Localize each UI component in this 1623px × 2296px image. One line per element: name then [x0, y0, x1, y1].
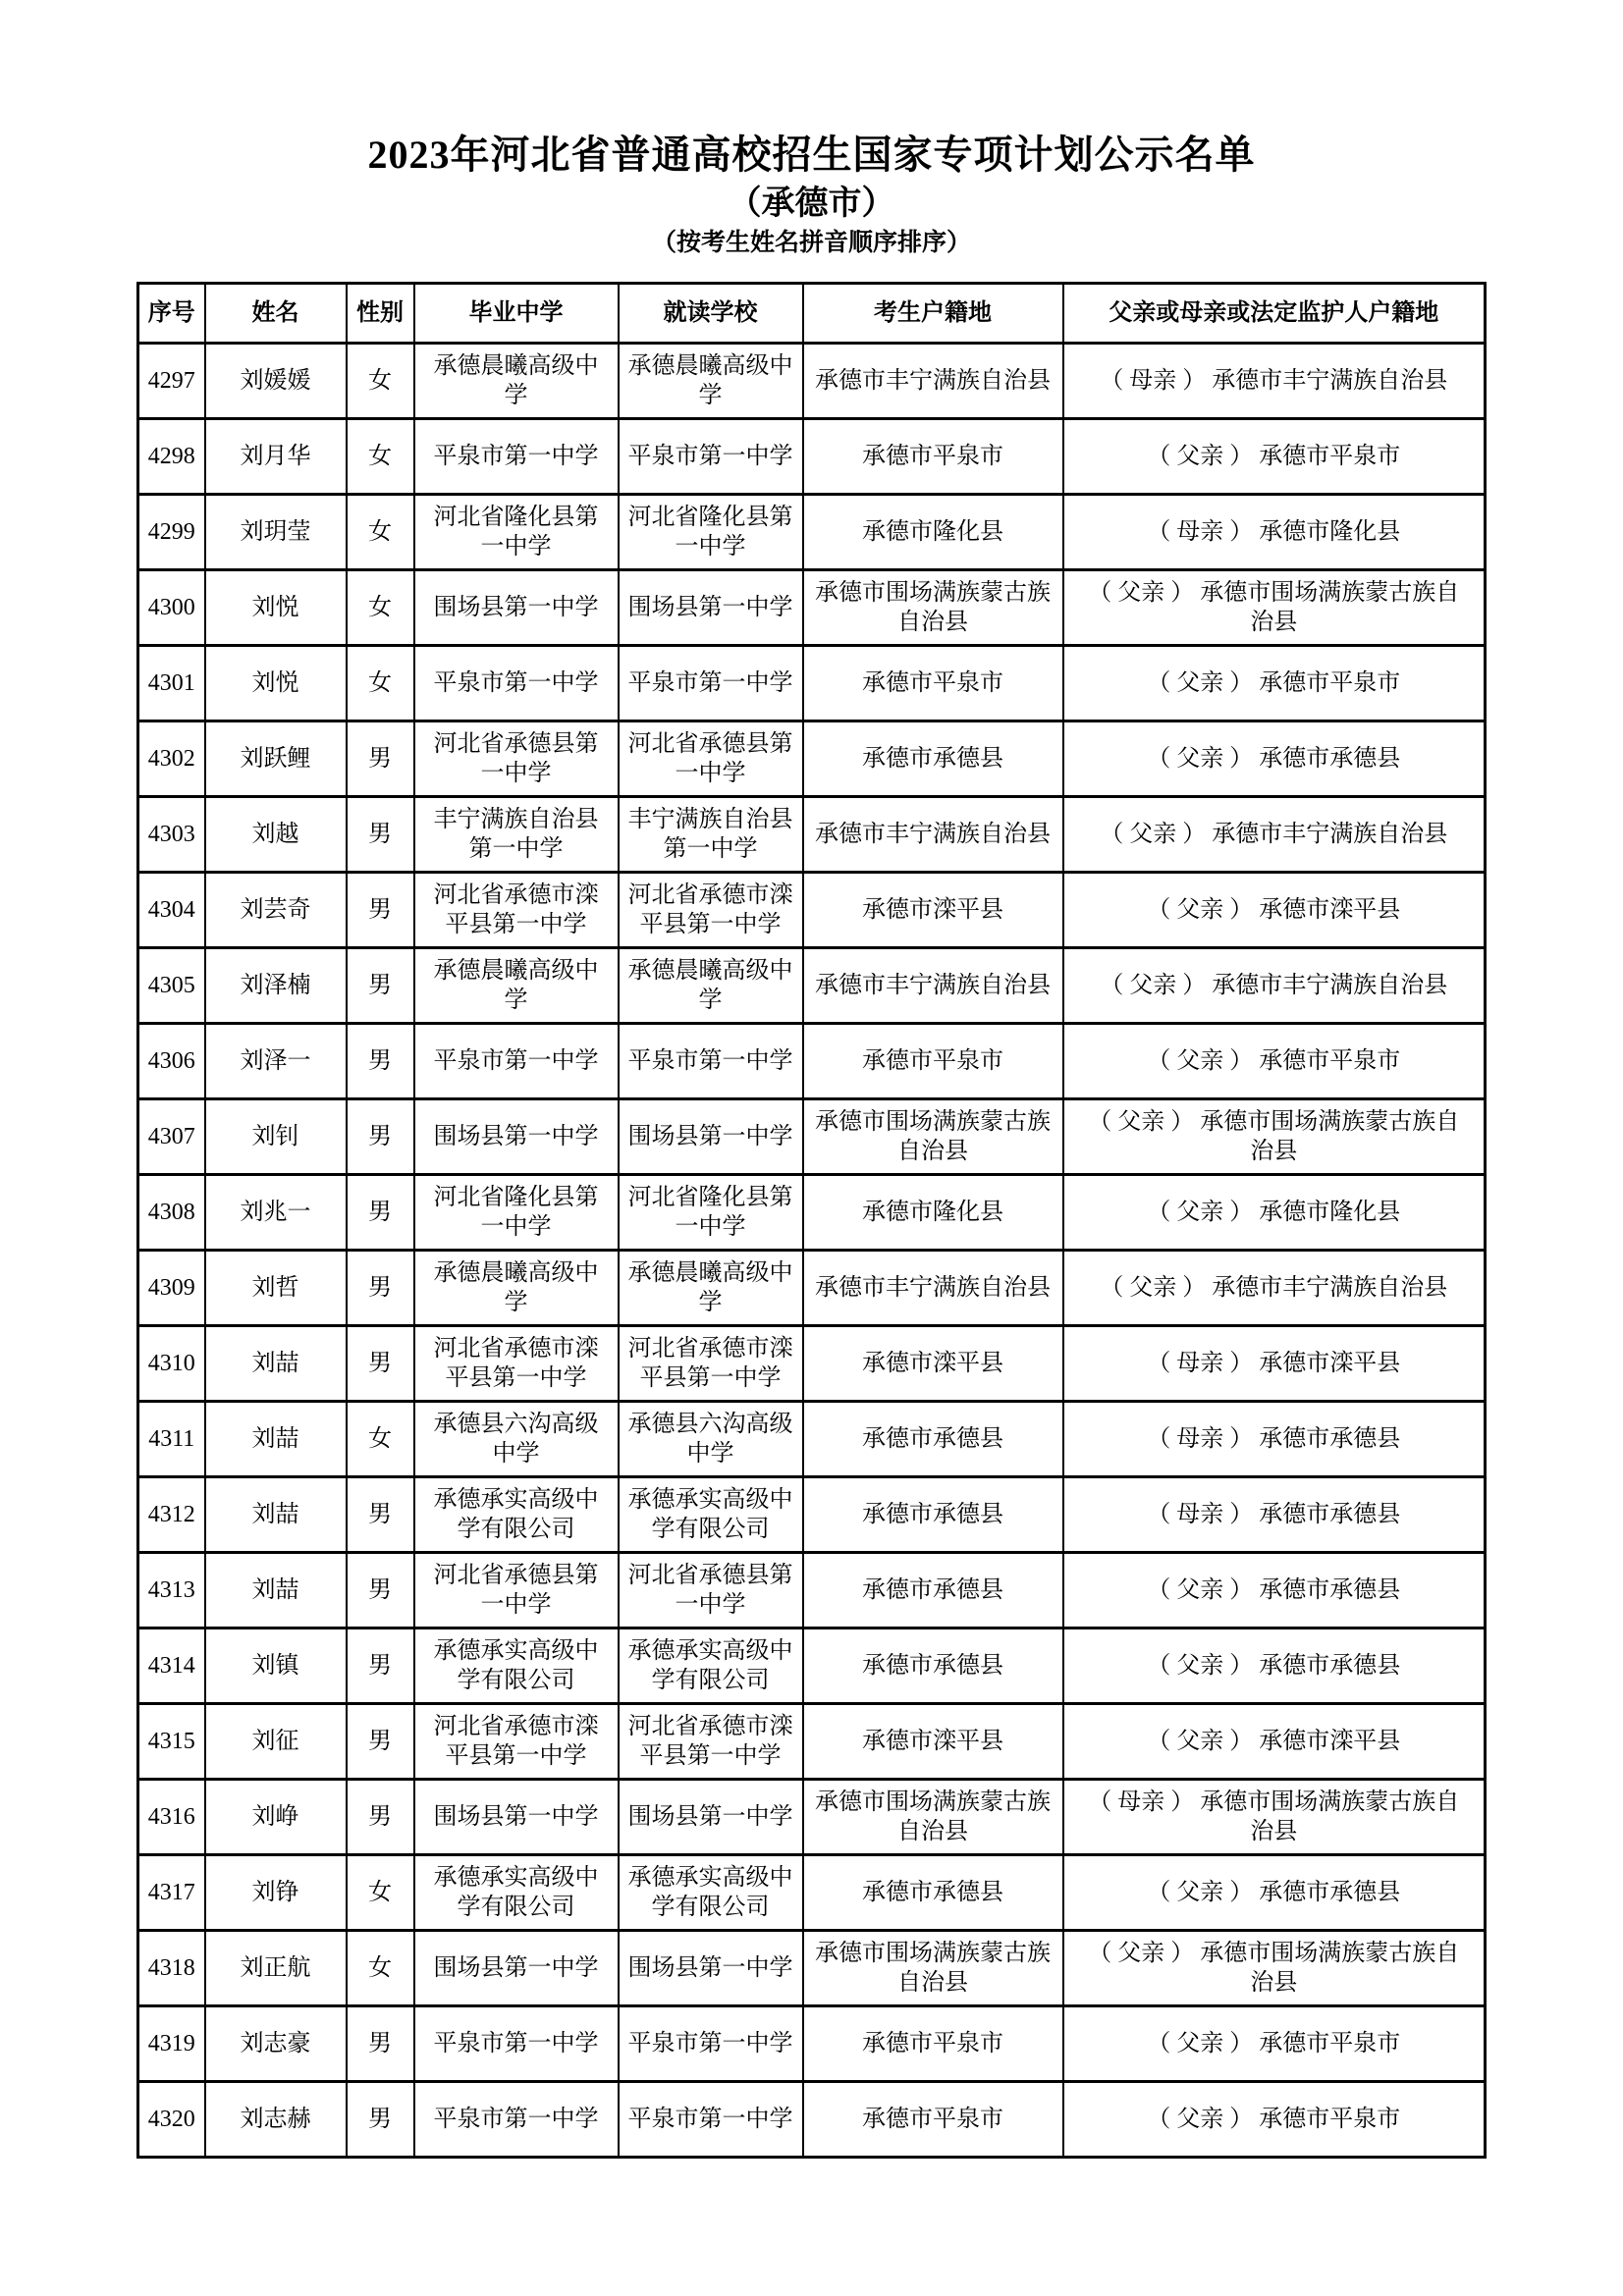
cell-attending-school: 承德晨曦高级中学 [619, 948, 803, 1024]
cell-name: 刘正航 [205, 1931, 347, 2006]
cell-candidate-residence: 承德市围场满族蒙古族自治县 [803, 1099, 1063, 1175]
cell-name: 刘喆 [205, 1553, 347, 1629]
cell-candidate-residence: 承德市丰宁满族自治县 [803, 948, 1063, 1024]
cell-candidate-residence: 承德市承德县 [803, 1855, 1063, 1931]
cell-candidate-residence: 承德市平泉市 [803, 2082, 1063, 2158]
header-candidate-residence: 考生户籍地 [803, 284, 1063, 344]
cell-guardian-residence: （ 父亲 ） 承德市围场满族蒙古族自治县 [1063, 570, 1486, 646]
cell-guardian-residence: （ 父亲 ） 承德市平泉市 [1063, 2006, 1486, 2082]
cell-name: 刘喆 [205, 1402, 347, 1477]
cell-attending-school: 丰宁满族自治县第一中学 [619, 797, 803, 873]
cell-graduating-school: 河北省承德县第一中学 [414, 721, 619, 797]
table-row [138, 2082, 1486, 2158]
cell-candidate-residence: 承德市承德县 [803, 1402, 1063, 1477]
cell-name: 刘芸奇 [205, 873, 347, 948]
cell-gender: 男 [347, 1629, 414, 1704]
cell-attending-school: 承德承实高级中学有限公司 [619, 1855, 803, 1931]
cell-serial-number: 4305 [138, 948, 205, 1024]
cell-candidate-residence: 承德市滦平县 [803, 1704, 1063, 1780]
cell-graduating-school: 承德晨曦高级中学 [414, 948, 619, 1024]
table-row [138, 1024, 1486, 1099]
cell-candidate-residence: 承德市承德县 [803, 1553, 1063, 1629]
header-serial-number: 序号 [138, 284, 205, 344]
cell-gender: 男 [347, 1251, 414, 1326]
table-row [138, 1855, 1486, 1931]
cell-guardian-residence: （ 母亲 ） 承德市隆化县 [1063, 495, 1486, 570]
cell-guardian-residence: （ 父亲 ） 承德市滦平县 [1063, 1704, 1486, 1780]
cell-serial-number: 4318 [138, 1931, 205, 2006]
table-row [138, 344, 1486, 419]
cell-gender: 男 [347, 1780, 414, 1855]
cell-candidate-residence: 承德市围场满族蒙古族自治县 [803, 570, 1063, 646]
cell-gender: 男 [347, 1553, 414, 1629]
cell-attending-school: 河北省承德市滦平县第一中学 [619, 1326, 803, 1402]
cell-gender: 男 [347, 2082, 414, 2158]
cell-attending-school: 平泉市第一中学 [619, 1024, 803, 1099]
cell-attending-school: 河北省承德县第一中学 [619, 1553, 803, 1629]
cell-gender: 女 [347, 419, 414, 495]
cell-graduating-school: 河北省隆化县第一中学 [414, 495, 619, 570]
table-row [138, 1251, 1486, 1326]
cell-serial-number: 4320 [138, 2082, 205, 2158]
cell-guardian-residence: （ 父亲 ） 承德市平泉市 [1063, 419, 1486, 495]
table-row [138, 1553, 1486, 1629]
cell-name: 刘泽楠 [205, 948, 347, 1024]
cell-graduating-school: 围场县第一中学 [414, 1780, 619, 1855]
cell-name: 刘钊 [205, 1099, 347, 1175]
header-attending-school: 就读学校 [619, 284, 803, 344]
cell-guardian-residence: （ 父亲 ） 承德市隆化县 [1063, 1175, 1486, 1251]
table-row [138, 1099, 1486, 1175]
cell-serial-number: 4312 [138, 1477, 205, 1553]
page-subtitle: （承德市） [728, 186, 895, 222]
header-gender: 性别 [347, 284, 414, 344]
cell-guardian-residence: （ 母亲 ） 承德市承德县 [1063, 1477, 1486, 1553]
cell-graduating-school: 河北省承德市滦平县第一中学 [414, 1704, 619, 1780]
cell-graduating-school: 平泉市第一中学 [414, 2006, 619, 2082]
cell-gender: 男 [347, 1477, 414, 1553]
cell-graduating-school: 丰宁满族自治县第一中学 [414, 797, 619, 873]
header-guardian-residence: 父亲或母亲或法定监护人户籍地 [1063, 284, 1486, 344]
cell-serial-number: 4304 [138, 873, 205, 948]
cell-name: 刘泽一 [205, 1024, 347, 1099]
cell-guardian-residence: （ 父亲 ） 承德市承德县 [1063, 1855, 1486, 1931]
cell-attending-school: 河北省承德县第一中学 [619, 721, 803, 797]
cell-candidate-residence: 承德市承德县 [803, 1477, 1063, 1553]
table-row [138, 797, 1486, 873]
table-body [138, 344, 1486, 2158]
cell-candidate-residence: 承德市平泉市 [803, 419, 1063, 495]
cell-gender: 男 [347, 873, 414, 948]
cell-name: 刘媛媛 [205, 344, 347, 419]
cell-guardian-residence: （ 母亲 ） 承德市承德县 [1063, 1402, 1486, 1477]
cell-candidate-residence: 承德市承德县 [803, 721, 1063, 797]
table-row [138, 1704, 1486, 1780]
table-row [138, 1477, 1486, 1553]
cell-gender: 男 [347, 1024, 414, 1099]
cell-guardian-residence: （ 母亲 ） 承德市滦平县 [1063, 1326, 1486, 1402]
cell-serial-number: 4310 [138, 1326, 205, 1402]
cell-guardian-residence: （ 父亲 ） 承德市平泉市 [1063, 646, 1486, 721]
table-row [138, 1175, 1486, 1251]
cell-gender: 男 [347, 1099, 414, 1175]
cell-name: 刘悦 [205, 646, 347, 721]
cell-candidate-residence: 承德市丰宁满族自治县 [803, 1251, 1063, 1326]
cell-serial-number: 4308 [138, 1175, 205, 1251]
cell-attending-school: 平泉市第一中学 [619, 646, 803, 721]
cell-attending-school: 平泉市第一中学 [619, 419, 803, 495]
cell-graduating-school: 承德承实高级中学有限公司 [414, 1629, 619, 1704]
cell-graduating-school: 承德县六沟高级中学 [414, 1402, 619, 1477]
cell-guardian-residence: （ 父亲 ） 承德市围场满族蒙古族自治县 [1063, 1099, 1486, 1175]
cell-graduating-school: 河北省承德市滦平县第一中学 [414, 873, 619, 948]
sort-order-note: （按考生姓名拼音顺序排序） [651, 230, 971, 256]
cell-candidate-residence: 承德市滦平县 [803, 873, 1063, 948]
cell-name: 刘月华 [205, 419, 347, 495]
table-row [138, 2006, 1486, 2082]
cell-gender: 男 [347, 1326, 414, 1402]
cell-graduating-school: 河北省承德市滦平县第一中学 [414, 1326, 619, 1402]
cell-gender: 男 [347, 721, 414, 797]
cell-graduating-school: 平泉市第一中学 [414, 1024, 619, 1099]
cell-candidate-residence: 承德市丰宁满族自治县 [803, 797, 1063, 873]
table-row [138, 721, 1486, 797]
cell-attending-school: 承德承实高级中学有限公司 [619, 1629, 803, 1704]
cell-name: 刘越 [205, 797, 347, 873]
cell-graduating-school: 平泉市第一中学 [414, 2082, 619, 2158]
cell-attending-school: 河北省承德市滦平县第一中学 [619, 1704, 803, 1780]
cell-graduating-school: 围场县第一中学 [414, 1099, 619, 1175]
table-row [138, 948, 1486, 1024]
cell-candidate-residence: 承德市围场满族蒙古族自治县 [803, 1931, 1063, 2006]
cell-name: 刘镇 [205, 1629, 347, 1704]
cell-guardian-residence: （ 父亲 ） 承德市承德县 [1063, 1629, 1486, 1704]
cell-serial-number: 4315 [138, 1704, 205, 1780]
table-row [138, 873, 1486, 948]
cell-graduating-school: 承德承实高级中学有限公司 [414, 1477, 619, 1553]
cell-guardian-residence: （ 母亲 ） 承德市丰宁满族自治县 [1063, 344, 1486, 419]
cell-gender: 女 [347, 1402, 414, 1477]
cell-serial-number: 4319 [138, 2006, 205, 2082]
cell-serial-number: 4317 [138, 1855, 205, 1931]
cell-candidate-residence: 承德市隆化县 [803, 1175, 1063, 1251]
cell-candidate-residence: 承德市平泉市 [803, 1024, 1063, 1099]
cell-gender: 女 [347, 1855, 414, 1931]
table-row [138, 1780, 1486, 1855]
cell-candidate-residence: 承德市围场满族蒙古族自治县 [803, 1780, 1063, 1855]
cell-candidate-residence: 承德市滦平县 [803, 1326, 1063, 1402]
cell-candidate-residence: 承德市平泉市 [803, 646, 1063, 721]
cell-name: 刘峥 [205, 1780, 347, 1855]
cell-name: 刘征 [205, 1704, 347, 1780]
cell-serial-number: 4309 [138, 1251, 205, 1326]
cell-attending-school: 围场县第一中学 [619, 1780, 803, 1855]
cell-gender: 男 [347, 1175, 414, 1251]
cell-serial-number: 4301 [138, 646, 205, 721]
cell-guardian-residence: （ 父亲 ） 承德市围场满族蒙古族自治县 [1063, 1931, 1486, 2006]
cell-serial-number: 4303 [138, 797, 205, 873]
cell-serial-number: 4299 [138, 495, 205, 570]
cell-graduating-school: 承德晨曦高级中学 [414, 1251, 619, 1326]
header-graduating-school: 毕业中学 [414, 284, 619, 344]
cell-attending-school: 河北省隆化县第一中学 [619, 495, 803, 570]
cell-serial-number: 4311 [138, 1402, 205, 1477]
cell-graduating-school: 河北省隆化县第一中学 [414, 1175, 619, 1251]
table-row [138, 419, 1486, 495]
cell-gender: 男 [347, 797, 414, 873]
cell-gender: 男 [347, 948, 414, 1024]
cell-serial-number: 4314 [138, 1629, 205, 1704]
cell-name: 刘铮 [205, 1855, 347, 1931]
cell-guardian-residence: （ 母亲 ） 承德市围场满族蒙古族自治县 [1063, 1780, 1486, 1855]
page-title: 2023年河北省普通高校招生国家专项计划公示名单 [367, 133, 1256, 177]
cell-name: 刘哲 [205, 1251, 347, 1326]
cell-graduating-school: 承德承实高级中学有限公司 [414, 1855, 619, 1931]
cell-gender: 男 [347, 2006, 414, 2082]
header-name: 姓名 [205, 284, 347, 344]
cell-attending-school: 承德承实高级中学有限公司 [619, 1477, 803, 1553]
table-row [138, 1326, 1486, 1402]
cell-serial-number: 4313 [138, 1553, 205, 1629]
cell-guardian-residence: （ 父亲 ） 承德市承德县 [1063, 1553, 1486, 1629]
cell-serial-number: 4316 [138, 1780, 205, 1855]
header-row [138, 284, 1486, 344]
cell-graduating-school: 承德晨曦高级中学 [414, 344, 619, 419]
cell-attending-school: 承德县六沟高级中学 [619, 1402, 803, 1477]
cell-gender: 女 [347, 495, 414, 570]
cell-graduating-school: 平泉市第一中学 [414, 646, 619, 721]
cell-graduating-school: 河北省承德县第一中学 [414, 1553, 619, 1629]
cell-candidate-residence: 承德市丰宁满族自治县 [803, 344, 1063, 419]
cell-serial-number: 4302 [138, 721, 205, 797]
cell-attending-school: 承德晨曦高级中学 [619, 1251, 803, 1326]
cell-guardian-residence: （ 父亲 ） 承德市承德县 [1063, 721, 1486, 797]
cell-candidate-residence: 承德市隆化县 [803, 495, 1063, 570]
cell-attending-school: 平泉市第一中学 [619, 2082, 803, 2158]
cell-guardian-residence: （ 父亲 ） 承德市丰宁满族自治县 [1063, 797, 1486, 873]
cell-name: 刘玥莹 [205, 495, 347, 570]
cell-gender: 女 [347, 344, 414, 419]
cell-serial-number: 4307 [138, 1099, 205, 1175]
cell-serial-number: 4298 [138, 419, 205, 495]
cell-guardian-residence: （ 父亲 ） 承德市平泉市 [1063, 1024, 1486, 1099]
table-row [138, 1931, 1486, 2006]
table-row [138, 646, 1486, 721]
cell-serial-number: 4306 [138, 1024, 205, 1099]
cell-candidate-residence: 承德市承德县 [803, 1629, 1063, 1704]
cell-name: 刘志豪 [205, 2006, 347, 2082]
table-row [138, 1402, 1486, 1477]
cell-attending-school: 平泉市第一中学 [619, 2006, 803, 2082]
table-row [138, 1629, 1486, 1704]
cell-attending-school: 河北省承德市滦平县第一中学 [619, 873, 803, 948]
cell-name: 刘喆 [205, 1477, 347, 1553]
table-row [138, 495, 1486, 570]
cell-gender: 女 [347, 570, 414, 646]
cell-graduating-school: 围场县第一中学 [414, 570, 619, 646]
cell-guardian-residence: （ 父亲 ） 承德市丰宁满族自治县 [1063, 1251, 1486, 1326]
cell-graduating-school: 平泉市第一中学 [414, 419, 619, 495]
cell-name: 刘跃鲤 [205, 721, 347, 797]
cell-guardian-residence: （ 父亲 ） 承德市平泉市 [1063, 2082, 1486, 2158]
cell-attending-school: 围场县第一中学 [619, 1099, 803, 1175]
cell-serial-number: 4297 [138, 344, 205, 419]
cell-attending-school: 围场县第一中学 [619, 570, 803, 646]
cell-guardian-residence: （ 父亲 ） 承德市滦平县 [1063, 873, 1486, 948]
cell-gender: 女 [347, 646, 414, 721]
cell-candidate-residence: 承德市平泉市 [803, 2006, 1063, 2082]
cell-guardian-residence: （ 父亲 ） 承德市丰宁满族自治县 [1063, 948, 1486, 1024]
cell-name: 刘喆 [205, 1326, 347, 1402]
cell-attending-school: 围场县第一中学 [619, 1931, 803, 2006]
cell-name: 刘悦 [205, 570, 347, 646]
table-row [138, 570, 1486, 646]
cell-attending-school: 承德晨曦高级中学 [619, 344, 803, 419]
table-header [138, 284, 1486, 344]
document-header [0, 0, 1623, 258]
cell-gender: 男 [347, 1704, 414, 1780]
cell-name: 刘兆一 [205, 1175, 347, 1251]
cell-gender: 女 [347, 1931, 414, 2006]
cell-graduating-school: 围场县第一中学 [414, 1931, 619, 2006]
cell-name: 刘志赫 [205, 2082, 347, 2158]
candidate-roster-table [136, 282, 1487, 2159]
cell-serial-number: 4300 [138, 570, 205, 646]
cell-attending-school: 河北省隆化县第一中学 [619, 1175, 803, 1251]
